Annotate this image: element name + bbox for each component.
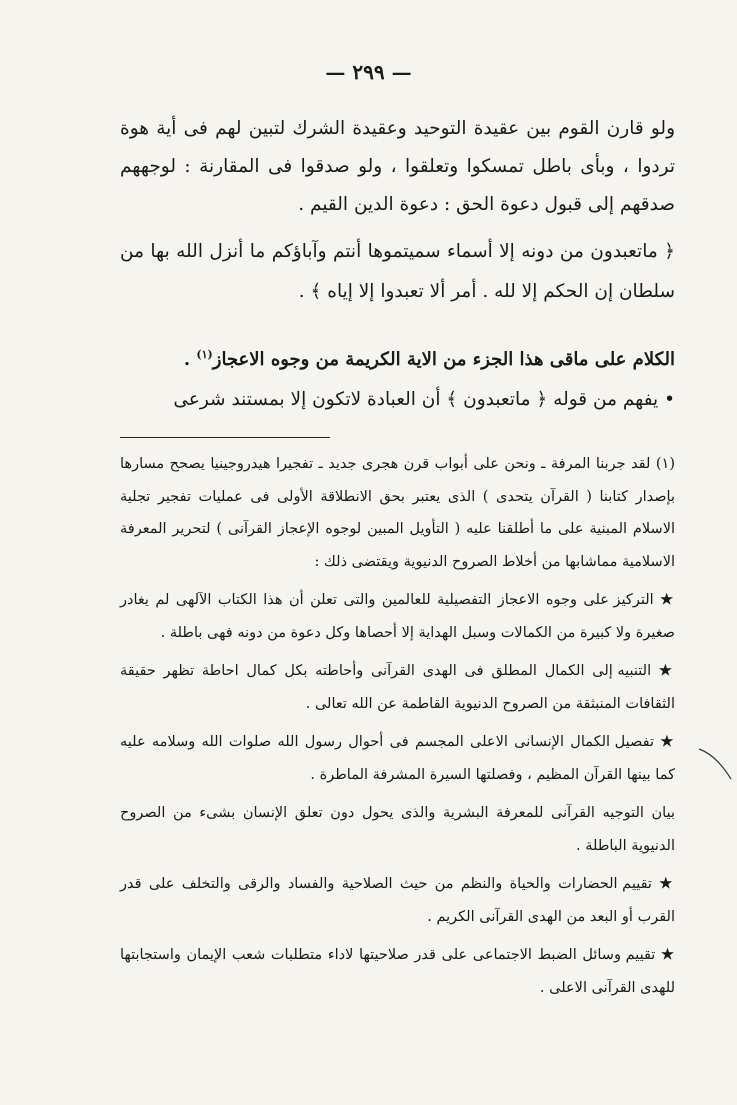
footnote-divider	[120, 437, 330, 438]
quran-verse: ﴿ ماتعبدون من دونه إلا أسماء سميتموها أنتم وآباؤكم ما أنزل الله بها من سلطان إن الحكم إلا لله . أمر ألا تعبدوا إلا إياه ﴾ .	[120, 241, 675, 302]
footnote-item	[120, 797, 675, 862]
footnote-item	[120, 655, 675, 720]
section-heading-end: .	[183, 349, 197, 370]
footnote-item-text: بيان التوجيه القرآنى للمعرفة البشرية والذى يحول دون تعلق الإنسان بشىء من الصروح الدنيوية الباطلة .	[120, 805, 675, 854]
main-paragraph: ولو قارن القوم بين عقيدة التوحيد وعقيدة الشرك لتبين لهم فى أية هوة تردوا ، وبأى باطل تمسكوا وتعلقوا ، ولو صدقوا فى المقارنة : لوجههم صدقهم إلى قبول دعوة الحق : دعوة الدين القيم .	[120, 118, 675, 215]
footnote-item-text: تقييم وسائل الضبط الاجتماعى على قدر صلاحيتها لاداء متطلبات شعب الإيمان واستجابتها للهدى القرآنى الاعلى .	[120, 947, 675, 996]
footnote-item	[120, 584, 675, 649]
star-icon: ★	[658, 662, 676, 679]
footnote-item	[120, 726, 675, 791]
footnote-item-text: التركيز على وجوه الاعجاز التفصيلية للعالمين والتى تعلن أن هذا الكتاب الآلهى لم يغادر صغيرة ولا كبيرة من الكمالات وسبل الهداية إلا أحصاها وكل دعوة من دونه فهى باطلة .	[120, 592, 675, 641]
star-icon: ★	[659, 875, 676, 892]
footnote-intro: (١) لقد جربنا المرفة ـ ونحن على أبواب قرن هجرى جديد ـ تفجيرا هيدروجينيا يصحح مسارها بإصدار كتابنا ( القرآن يتحدى ) الذى يعتبر بحق الانطلاقة الأولى فى عمليات تفجير تجلية الاسلام المبنية على ما أطلقنا عليه ( التأويل المبين لوجوه الإعجاز القرآنى ) لتحرير المعرفة الاسلامية مماشابها من أخلاط الصروح الدنيوية ويقتضى ذلك :	[120, 456, 675, 570]
footnote-item	[120, 939, 675, 1004]
page-content	[120, 110, 675, 1010]
page-number: — ٢٩٩ —	[325, 60, 412, 84]
star-icon: ★	[660, 946, 676, 963]
pen-mark-icon	[697, 745, 733, 781]
star-icon: ★	[660, 591, 675, 608]
footnote-item-text: تقييم الحضارات والحياة والنظم من حيث الصلاحية والفساد والرقى والتخلف على قدر القرب أو البعد من الهدى القرآنى الكريم .	[120, 876, 675, 925]
first-bullet-paragraph: • يفهم من قوله ﴿ ماتعبدون ﴾ أن العبادة لاتكون إلا بمستند شرعى	[173, 389, 675, 410]
star-icon: ★	[660, 733, 676, 750]
section-heading	[120, 338, 675, 377]
footnote-item-text: التنبيه إلى الكمال المطلق فى الهدى القرآنى وأحاطته بكل كمال احاطة تظهر حقيقة الثقافات المنبثقة من الصروح الدنيوية القاطمة عن الله تعالى .	[120, 663, 675, 712]
footnote-item	[120, 868, 675, 933]
footnote-item-text: تفصيل الكمال الإنسانى الاعلى المجسم فى أحوال رسول الله صلوات الله وسلامه عليه كما بينها القرآن المظيم ، وفصلتها السيرة المشرفة الماطرة .	[120, 734, 675, 783]
footnote-marker: (١)	[196, 348, 213, 361]
section-heading-text: الكلام على ماقى هذا الجزء من الاية الكريمة من وجوه الاعجاز	[212, 349, 675, 370]
footnotes	[120, 448, 675, 1004]
